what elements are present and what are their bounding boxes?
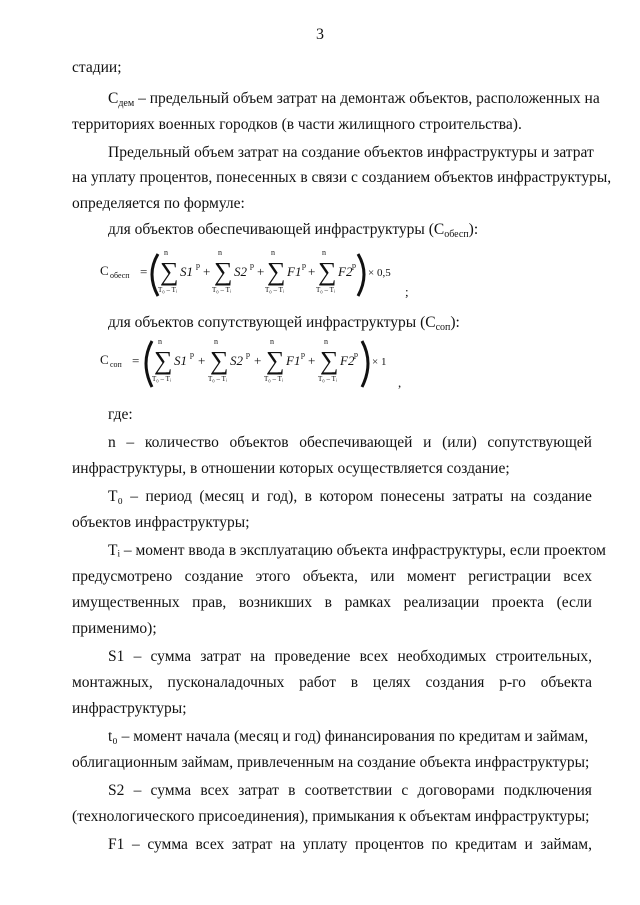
- sum-group: [318, 337, 358, 383]
- sum-bottom: T₀ – Tᵢ: [316, 286, 336, 294]
- text-line: $С_{дем}$ – предельный объем затрат на демонтаж объектов, расположенных на: [108, 90, 600, 109]
- plus: +: [257, 264, 265, 279]
- sum-group: [316, 248, 356, 294]
- sum-bottom: T₀ – Tᵢ: [264, 375, 284, 383]
- sum-bottom: T₀ – Tᵢ: [158, 286, 178, 294]
- sum-sign: ∑: [160, 257, 179, 286]
- sum-top: n: [324, 337, 328, 346]
- term: F2: [340, 353, 355, 368]
- justified-line: T₀ – период (месяц и год), в котором понесены затраты на создание: [108, 488, 592, 505]
- justified-line: F1 – сумма всех затрат на уплату процентов по кредитам и займам,: [108, 836, 592, 853]
- sum-bottom: T₀ – Tᵢ: [212, 286, 232, 294]
- formula-lhs-sub: соп: [110, 360, 122, 369]
- text-line: Предельный объем затрат на создание объектов инфраструктуры и затрат: [108, 144, 594, 161]
- text-line: стадии;: [72, 59, 122, 76]
- term-sup: p: [301, 350, 305, 359]
- sum-bottom: T₀ – Tᵢ: [265, 286, 285, 294]
- sum-sign: ∑: [214, 257, 233, 286]
- term-sup: p: [196, 261, 200, 270]
- term-sup: p: [250, 261, 254, 270]
- term-sup: p: [246, 350, 250, 359]
- term-sup: p: [352, 261, 356, 270]
- formula-sop: [100, 335, 430, 398]
- plus: +: [308, 264, 316, 279]
- text-line: облигационным займам, привлеченным на создание объекта инфраструктуры;: [72, 754, 590, 771]
- formula-lhs: С: [100, 352, 109, 367]
- plus: +: [203, 264, 211, 279]
- term: F1: [286, 353, 301, 368]
- formula-end: ,: [398, 375, 402, 390]
- text-line: применимо);: [72, 620, 157, 637]
- sum-top: n: [158, 337, 162, 346]
- plus: +: [198, 353, 206, 368]
- term: S1: [180, 264, 193, 279]
- text-line: инфраструктуры;: [72, 700, 187, 717]
- formula-eq: =: [140, 264, 148, 279]
- term: F1: [287, 264, 302, 279]
- sum-bottom: T₀ – Tᵢ: [152, 375, 172, 383]
- text-line: Tᵢ – момент ввода в эксплуатацию объекта инфраструктуры, если проектом: [108, 542, 606, 559]
- sum-sign: ∑: [210, 346, 229, 375]
- text-line: (технологического присоединения), примыкания к объектам инфраструктуры;: [72, 808, 590, 825]
- sum-group: [264, 337, 315, 383]
- sum-sign: ∑: [154, 346, 173, 375]
- term-sup: p: [354, 350, 358, 359]
- term: S1: [174, 353, 187, 368]
- sum-top: n: [214, 337, 218, 346]
- sum-top: n: [164, 248, 168, 257]
- term-sup: p: [302, 261, 306, 270]
- sum-top: n: [322, 248, 326, 257]
- justified-line: S1 – сумма затрат на проведение всех необходимых строительных,: [108, 648, 592, 665]
- term-sup: p: [190, 350, 194, 359]
- text-line: t₀ – момент начала (месяц и год) финансирования по кредитам и займам,: [108, 728, 589, 745]
- formula-end: ;: [405, 284, 409, 299]
- sum-sign: ∑: [318, 257, 337, 286]
- multiplier: × 0,5: [368, 267, 391, 279]
- text-line: для объектов обеспечивающей инфраструктуры $(С_{обесп})$:: [108, 221, 479, 240]
- justified-line: предусмотрено создание этого объекта, или момент регистрации всех: [72, 568, 592, 585]
- text-line: на уплату процентов, понесенных в связи с созданием объектов инфраструктуры,: [72, 169, 612, 186]
- sum-top: n: [270, 337, 274, 346]
- sum-top: n: [218, 248, 222, 257]
- sum-bottom: T₀ – Tᵢ: [318, 375, 338, 383]
- formula-obesp-svg: [100, 246, 430, 304]
- sum-group: [265, 248, 315, 294]
- term: S2: [234, 264, 247, 279]
- justified-line: S2 – сумма всех затрат в соответствии с договорами подключения: [108, 782, 592, 799]
- text-line: определяется по формуле:: [72, 195, 245, 212]
- text-line: объектов инфраструктуры;: [72, 514, 250, 531]
- sum-group: [208, 337, 261, 383]
- sum-group: [152, 337, 205, 383]
- sum-top: n: [271, 248, 275, 257]
- formula-obesp: [100, 246, 430, 309]
- justified-line: имущественных прав, возникших в рамках реализации проекта (если: [72, 594, 592, 611]
- formula-lhs-sub: обесп: [110, 271, 130, 280]
- sum-group: [158, 248, 210, 294]
- sum-sign: ∑: [320, 346, 339, 375]
- page-number: 3: [316, 26, 324, 43]
- sum-bottom: T₀ – Tᵢ: [208, 375, 228, 383]
- formula-lhs: С: [100, 263, 109, 278]
- right-paren: [362, 341, 368, 387]
- formula-sop-svg: [100, 335, 430, 393]
- multiplier: × 1: [372, 356, 387, 368]
- sum-sign: ∑: [266, 346, 285, 375]
- text-line: где:: [108, 406, 133, 423]
- sum-sign: ∑: [267, 257, 286, 286]
- right-paren: [358, 254, 364, 296]
- plus: +: [254, 353, 262, 368]
- term: S2: [230, 353, 243, 368]
- plus: +: [308, 353, 316, 368]
- text-line: территориях военных городков (в части жилищного строительства).: [72, 116, 522, 133]
- text-line: для объектов сопутствующей инфраструктуры $(С_{соп})$:: [108, 314, 460, 333]
- text-line: инфраструктуры, в отношении которых осуществляется создание;: [72, 460, 510, 477]
- justified-line: монтажных, пусконаладочных работ в целях создания p-го объекта: [72, 674, 592, 691]
- sum-group: [212, 248, 264, 294]
- formula-eq: =: [132, 353, 140, 368]
- justified-line: n – количество объектов обеспечивающей и (или) сопутствующей: [108, 434, 592, 451]
- term: F2: [338, 264, 353, 279]
